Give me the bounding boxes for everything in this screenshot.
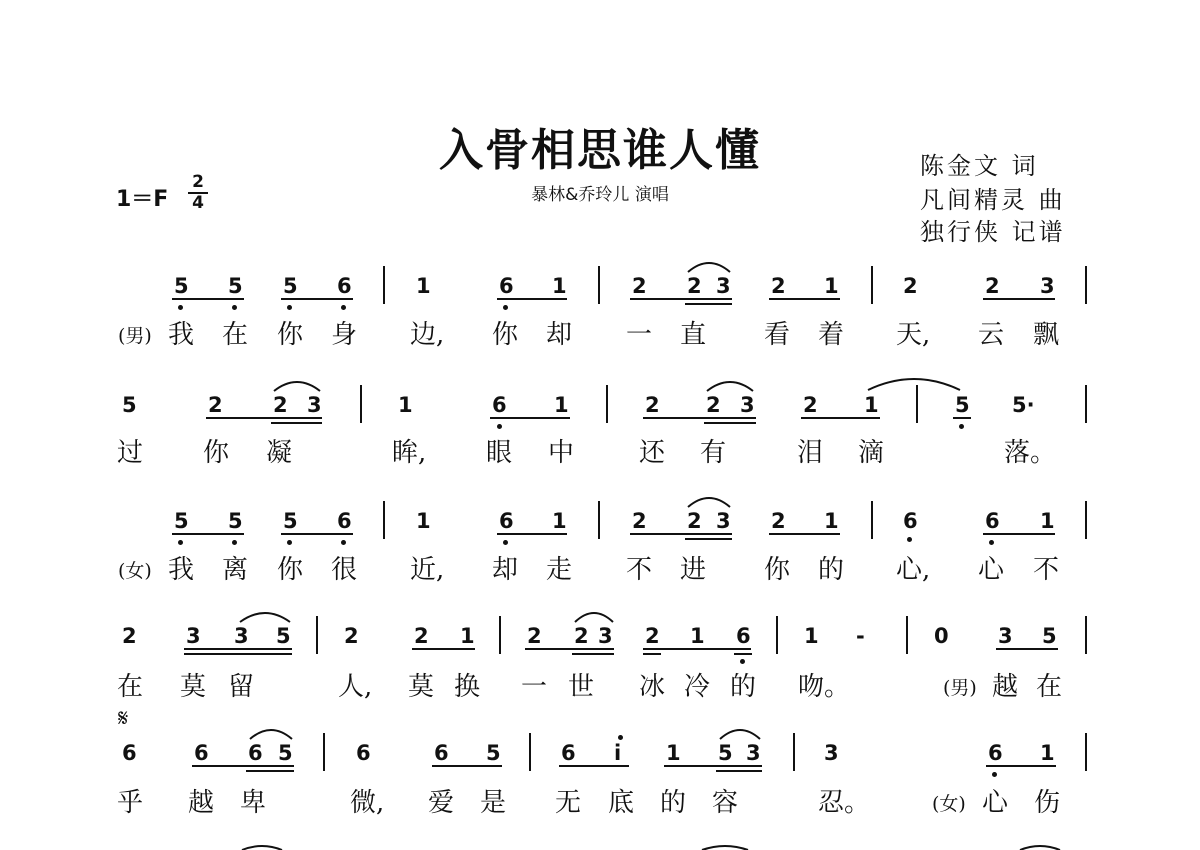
note: 2: [771, 509, 786, 533]
barline: [1085, 266, 1087, 304]
beam: [271, 422, 322, 424]
beam: [206, 417, 322, 419]
lyric: 在: [222, 320, 249, 350]
lyric: 泪: [797, 438, 824, 468]
beam: [630, 533, 732, 535]
note: 6: [985, 509, 1000, 533]
barline: [1085, 616, 1087, 654]
note: 3: [746, 741, 761, 765]
lyric: 在: [1036, 672, 1063, 702]
low-dot: [178, 540, 183, 545]
beam: [490, 417, 570, 419]
beam: [281, 533, 353, 535]
low-dot: [178, 305, 183, 310]
note: 5: [486, 741, 501, 765]
beam: [664, 765, 762, 767]
lyric: 凝: [266, 438, 293, 468]
note: 5: [122, 393, 137, 417]
beam: [643, 417, 756, 419]
beam: [246, 770, 294, 772]
note: 1: [1040, 509, 1055, 533]
lyric: 越: [992, 672, 1019, 702]
singers-credit: 暴林&乔玲儿 演唱: [531, 185, 669, 205]
lyric: 你: [203, 438, 230, 468]
beam: [172, 533, 244, 535]
note: 6: [492, 393, 507, 417]
lyric: 你: [764, 555, 791, 585]
note: 3: [186, 624, 201, 648]
low-dot: [503, 540, 508, 545]
low-dot: [232, 540, 237, 545]
slur: [705, 377, 755, 393]
beam: [412, 648, 475, 650]
barline: [383, 501, 385, 539]
high-dot: [618, 735, 623, 740]
note: 2: [632, 274, 647, 298]
note: i: [614, 741, 622, 765]
lyric: 一: [521, 672, 548, 702]
note: 2: [574, 624, 589, 648]
lyric: 却: [546, 320, 573, 350]
slur: [718, 725, 762, 741]
lyric: 不: [1033, 555, 1060, 585]
lyric: 无: [555, 788, 582, 818]
low-dot: [232, 305, 237, 310]
lyric: 伤: [1034, 788, 1061, 818]
note: 6: [194, 741, 209, 765]
beam: [497, 533, 567, 535]
lyric: 还: [639, 438, 666, 468]
lyric: 滴: [858, 438, 885, 468]
lyric: 心: [982, 788, 1009, 818]
note: 2: [208, 393, 223, 417]
note: 1: [824, 509, 839, 533]
low-dot: [497, 424, 502, 429]
beam: [983, 533, 1055, 535]
lyric: 爱: [428, 788, 455, 818]
slur: [1018, 844, 1062, 850]
low-dot: [989, 540, 994, 545]
tie: [864, 374, 964, 392]
transcriber-credit: 独行侠 记谱: [920, 218, 1066, 246]
note: 6: [561, 741, 576, 765]
low-dot: [992, 772, 997, 777]
note: 1: [398, 393, 413, 417]
note: 2: [632, 509, 647, 533]
beam: [281, 298, 353, 300]
voice-tag: (男): [118, 325, 152, 347]
note: 0: [934, 624, 949, 648]
note: 5: [174, 274, 189, 298]
low-dot: [503, 305, 508, 310]
note: 3: [1040, 274, 1055, 298]
note: 2: [687, 509, 702, 533]
beam: [172, 298, 244, 300]
note: 6: [988, 741, 1003, 765]
slur: [686, 258, 732, 274]
note: 6: [499, 509, 514, 533]
note: 3: [716, 274, 731, 298]
lyric: 容: [712, 788, 739, 818]
note: 6: [434, 741, 449, 765]
note: 3: [824, 741, 839, 765]
note: 3: [234, 624, 249, 648]
note: 2: [687, 274, 702, 298]
lyric: 的: [818, 555, 845, 585]
note: 3: [307, 393, 322, 417]
lyric: 心: [978, 555, 1005, 585]
low-dot: [341, 305, 346, 310]
barline: [1085, 501, 1087, 539]
slur: [272, 377, 322, 393]
note: 6: [337, 509, 352, 533]
beam: [704, 422, 756, 424]
barline: [1085, 385, 1087, 423]
beam: [685, 303, 732, 305]
lyric: 忍。: [818, 788, 871, 818]
lyric: 吻。: [798, 672, 851, 702]
note: 1: [416, 274, 431, 298]
slur: [573, 608, 615, 624]
lyric: 你: [277, 555, 304, 585]
barline: [323, 733, 325, 771]
beam: [983, 298, 1055, 300]
note: 6: [499, 274, 514, 298]
note: 5: [1042, 624, 1057, 648]
note: 5: [278, 741, 293, 765]
beam: [184, 653, 292, 655]
note: 1: [804, 624, 819, 648]
note: 1: [552, 274, 567, 298]
voice-tag: (女): [932, 793, 966, 815]
note: 1: [552, 509, 567, 533]
note: 5: [174, 509, 189, 533]
barline: [316, 616, 318, 654]
note: 5: [276, 624, 291, 648]
note: 6: [122, 741, 137, 765]
lyric: 留: [228, 672, 255, 702]
note: 3: [998, 624, 1013, 648]
lyric: 的: [660, 788, 687, 818]
lyric: 一: [626, 320, 653, 350]
low-dot: [341, 540, 346, 545]
note: 2: [273, 393, 288, 417]
slur: [238, 608, 292, 624]
lyric: 世: [568, 672, 595, 702]
slur: [248, 725, 294, 741]
note: 3: [598, 624, 613, 648]
note: 2: [706, 393, 721, 417]
note: 6: [337, 274, 352, 298]
note: 2: [803, 393, 818, 417]
lyric: 离: [222, 555, 249, 585]
lyric: 身: [331, 320, 358, 350]
lyric: 眸,: [392, 438, 427, 468]
note: -: [856, 624, 865, 648]
slur: [700, 844, 750, 850]
note: 2: [903, 274, 918, 298]
low-dot: [907, 537, 912, 542]
note: 5·: [1012, 393, 1035, 417]
low-dot: [287, 305, 292, 310]
key-signature: 1＝F: [116, 187, 169, 212]
beam: [630, 298, 732, 300]
voice-tag: (男): [943, 677, 977, 699]
barline: [360, 385, 362, 423]
lyric: 我: [168, 320, 195, 350]
lyric: 乎: [117, 788, 144, 818]
beam: [643, 648, 751, 650]
lyric: 卑: [240, 788, 267, 818]
lyric: 飘: [1033, 320, 1060, 350]
lyric: 天,: [896, 320, 931, 350]
note: 2: [771, 274, 786, 298]
note: 5: [228, 274, 243, 298]
note: 5: [283, 509, 298, 533]
beam: [716, 770, 762, 772]
note: 5: [228, 509, 243, 533]
beam: [184, 648, 292, 650]
lyric: 在: [117, 672, 144, 702]
time-signature: 2 4: [188, 174, 208, 212]
note: 2: [414, 624, 429, 648]
note: 2: [344, 624, 359, 648]
lyric: 冷: [684, 672, 711, 702]
note: 6: [903, 509, 918, 533]
lyric: 过: [117, 438, 144, 468]
slur: [686, 493, 732, 509]
note: 2: [122, 624, 137, 648]
note: 6: [248, 741, 263, 765]
lyric: 是: [480, 788, 507, 818]
lyric: 你: [492, 320, 519, 350]
lyric: 眼: [486, 438, 513, 468]
note: 1: [690, 624, 705, 648]
beam: [525, 648, 614, 650]
note: 2: [527, 624, 542, 648]
lyric: 中: [548, 438, 575, 468]
note: 1: [460, 624, 475, 648]
barline: [598, 501, 600, 539]
lyric: 云: [978, 320, 1005, 350]
note: 2: [985, 274, 1000, 298]
barline: [1085, 733, 1087, 771]
lyric: 边,: [410, 320, 445, 350]
beam: [432, 765, 502, 767]
low-dot: [740, 659, 745, 664]
barline: [499, 616, 501, 654]
composer-credit: 凡间精灵 曲: [920, 186, 1066, 214]
voice-tag: (女): [118, 560, 152, 582]
note: 6: [736, 624, 751, 648]
lyric: 直: [680, 320, 707, 350]
beam: [801, 417, 880, 419]
note: 1: [666, 741, 681, 765]
lyric: 冰: [639, 672, 666, 702]
note: 5: [955, 393, 970, 417]
lyric: 进: [680, 555, 707, 585]
barline: [871, 501, 873, 539]
note: 1: [824, 274, 839, 298]
beam: [986, 765, 1056, 767]
lyric: 着: [818, 320, 845, 350]
lyric: 你: [277, 320, 304, 350]
note: 2: [645, 393, 660, 417]
lyric: 莫: [408, 672, 435, 702]
note: 5: [718, 741, 733, 765]
lyric: 我: [168, 555, 195, 585]
lyric: 有: [700, 438, 727, 468]
barline: [383, 266, 385, 304]
barline: [598, 266, 600, 304]
low-dot: [287, 540, 292, 545]
barline: [916, 385, 918, 423]
low-dot: [959, 424, 964, 429]
note: 2: [645, 624, 660, 648]
lyric: 底: [608, 788, 635, 818]
barline: [776, 616, 778, 654]
beam: [953, 417, 971, 419]
barline: [793, 733, 795, 771]
barline: [529, 733, 531, 771]
lyric: 越: [188, 788, 215, 818]
lyric: 莫: [180, 672, 207, 702]
lyric: 近,: [410, 555, 445, 585]
note: 1: [864, 393, 879, 417]
beam: [572, 653, 614, 655]
song-title: 入骨相思谁人懂: [439, 125, 761, 176]
lyric: 很: [331, 555, 358, 585]
beam: [996, 648, 1058, 650]
beam: [769, 533, 840, 535]
note: 3: [716, 509, 731, 533]
beam: [769, 298, 840, 300]
beam: [685, 538, 732, 540]
note: 1: [554, 393, 569, 417]
lyric: 心,: [896, 555, 931, 585]
note: 5: [283, 274, 298, 298]
lyric: 看: [764, 320, 791, 350]
beam: [734, 653, 752, 655]
lyric: 微,: [350, 788, 385, 818]
beam: [497, 298, 567, 300]
lyric: 不: [626, 555, 653, 585]
beam: [559, 765, 629, 767]
barline: [906, 616, 908, 654]
barline: [606, 385, 608, 423]
segno-sign: 𝄋: [118, 704, 129, 732]
lyricist-credit: 陈金文 词: [920, 152, 1039, 180]
beam: [643, 653, 661, 655]
slur: [240, 844, 284, 850]
note: 6: [356, 741, 371, 765]
beam: [192, 765, 294, 767]
lyric: 换: [454, 672, 481, 702]
lyric: 的: [730, 672, 757, 702]
note: 1: [416, 509, 431, 533]
lyric: 落。: [1004, 438, 1057, 468]
lyric: 走: [546, 555, 573, 585]
lyric: 人,: [338, 672, 373, 702]
lyric: 却: [492, 555, 519, 585]
barline: [871, 266, 873, 304]
note: 3: [740, 393, 755, 417]
note: 1: [1040, 741, 1055, 765]
